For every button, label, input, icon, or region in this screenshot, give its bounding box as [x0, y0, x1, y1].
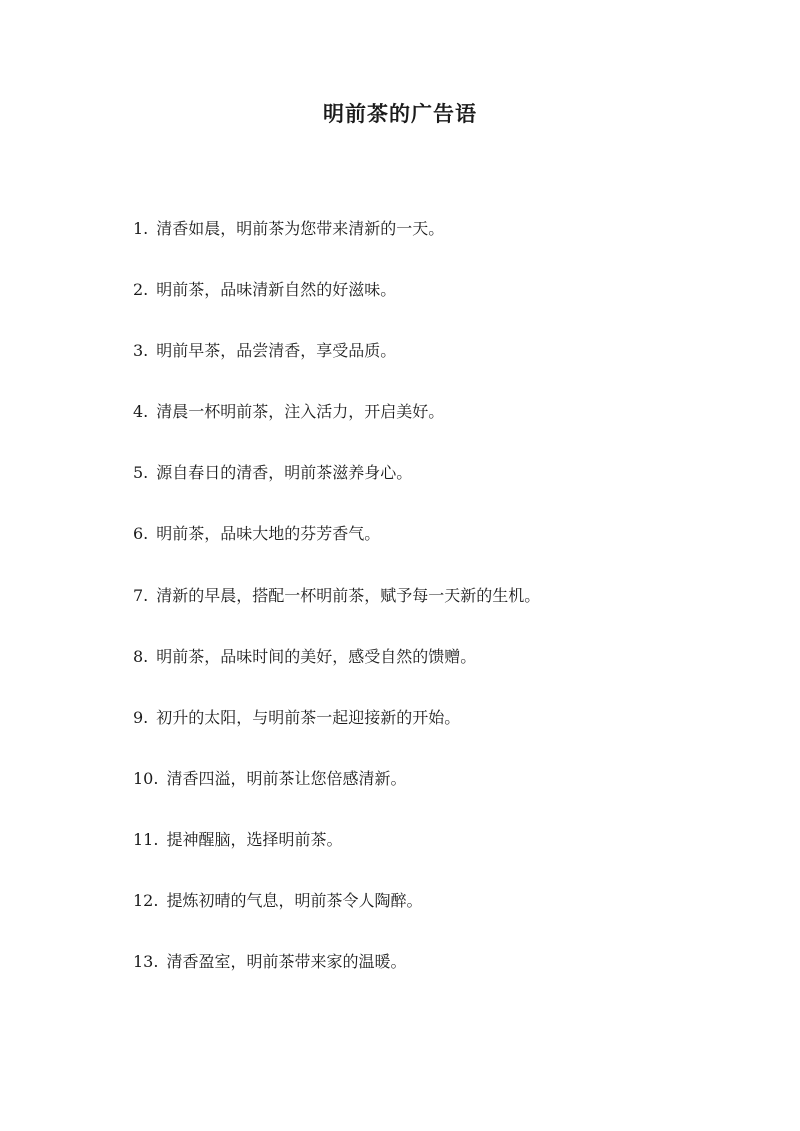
item-text: 清香盈室，明前茶带来家的温暖。	[166, 952, 407, 972]
slogan-list	[133, 215, 540, 1009]
item-text: 提炼初晴的气息，明前茶令人陶醉。	[166, 891, 423, 911]
list-item	[133, 276, 540, 337]
list-item	[133, 887, 540, 948]
list-item	[133, 520, 540, 581]
item-number: 2.	[133, 280, 149, 300]
item-number: 4.	[133, 402, 149, 422]
list-item	[133, 826, 540, 887]
item-text: 明前茶，品味清新自然的好滋味。	[156, 280, 397, 300]
item-text: 源自春日的清香，明前茶滋养身心。	[156, 463, 413, 483]
item-text: 清新的早晨，搭配一杯明前茶，赋予每一天新的生机。	[156, 585, 541, 605]
item-number: 5.	[133, 463, 149, 483]
item-number: 7.	[133, 585, 149, 605]
list-item	[133, 459, 540, 520]
page-title: 明前茶的广告语	[323, 101, 477, 126]
item-text: 明前早茶，品尝清香，享受品质。	[156, 341, 397, 361]
item-number: 9.	[133, 707, 149, 727]
list-item	[133, 643, 540, 704]
item-number: 6.	[133, 524, 149, 544]
item-number: 11.	[133, 829, 159, 849]
item-text: 清晨一杯明前茶，注入活力，开启美好。	[156, 402, 445, 422]
item-text: 初升的太阳，与明前茶一起迎接新的开始。	[156, 707, 461, 727]
list-item	[133, 398, 540, 459]
item-text: 提神醒脑，选择明前茶。	[166, 829, 343, 849]
item-number: 8.	[133, 646, 149, 666]
item-text: 清香如晨，明前茶为您带来清新的一天。	[156, 219, 445, 238]
item-text: 明前茶，品味时间的美好，感受自然的馈赠。	[156, 646, 477, 666]
list-item	[133, 765, 540, 826]
item-number: 3.	[133, 341, 149, 361]
item-text: 明前茶，品味大地的芬芳香气。	[156, 524, 381, 544]
item-number: 12.	[133, 891, 159, 911]
item-text: 清香四溢，明前茶让您倍感清新。	[166, 768, 407, 788]
item-number: 10.	[133, 768, 159, 788]
list-item	[133, 582, 540, 643]
list-item	[133, 948, 540, 1009]
list-item	[133, 704, 540, 765]
item-number: 1.	[133, 219, 149, 238]
list-item	[133, 215, 540, 276]
item-number: 13.	[133, 952, 159, 972]
list-item	[133, 337, 540, 398]
